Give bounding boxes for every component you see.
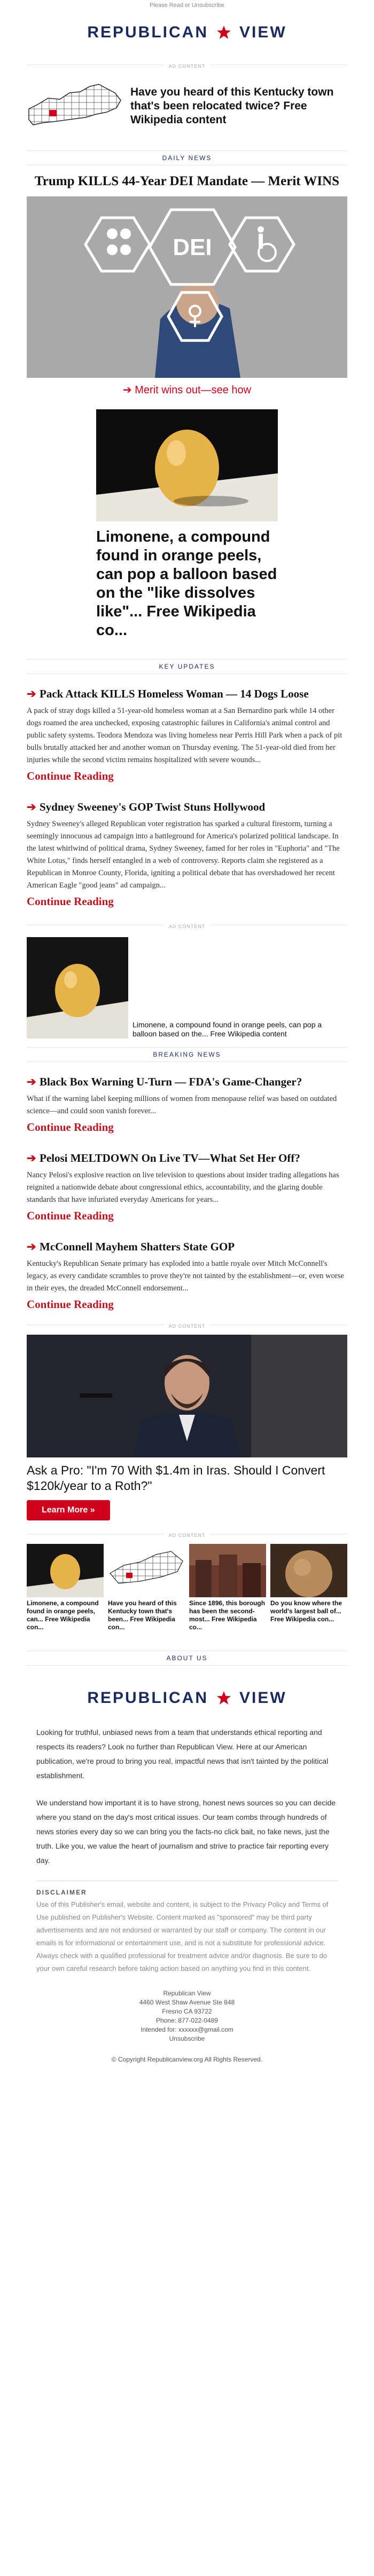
ad-divider: [27, 1321, 347, 1328]
ad-mid-caption: Limonene, a compound found in orange peels, can pop a balloon based on the... Free Wikipedia content: [133, 1020, 322, 1038]
dei-hero-illustration: [27, 196, 347, 378]
sponsored-ad-ask-pro[interactable]: [27, 1335, 347, 1520]
orange-balloon-small-image: [27, 937, 128, 1039]
continue-reading-link[interactable]: Continue Reading: [27, 1209, 114, 1222]
section-about-us: ABOUT US: [27, 1651, 347, 1666]
disclaimer-section: [36, 1881, 338, 1975]
story-item: [27, 1138, 347, 1227]
ad-top-text: Have you heard of this Kentucky town that's been relocated twice? Free Wikipedia content: [130, 86, 334, 126]
learn-more-button[interactable]: Learn More »: [27, 1500, 110, 1520]
star-icon: [216, 25, 232, 41]
lead-hero-image[interactable]: [27, 196, 347, 378]
arrow-right-icon: ➔: [27, 1240, 36, 1253]
logo-word-left: REPUBLICAN: [87, 1689, 208, 1707]
grid-thumb-kentucky-map: [108, 1544, 185, 1597]
story-summary: Kentucky's Republican Senate primary has exploded into a battle royale over Mitch McConnell's legacy, as every candidate scrambles to prove they're not tainted by the establishment—or, even worse in their eyes, the dreaded McConnell endorsement...: [27, 1259, 344, 1293]
masthead-logo[interactable]: [27, 19, 347, 46]
section-breaking-news: BREAKING NEWS: [27, 1047, 347, 1062]
arrow-right-icon: ➔: [27, 1075, 36, 1088]
story-headline[interactable]: ➔ Pelosi MELTDOWN On Live TV—What Set Her Off?: [27, 1150, 347, 1166]
story-summary: Sydney Sweeney's alleged Republican voter registration has sparked a cultural firestorm, turning a seemingly innocuous ad campaign into a battleground for America's polarized political landscape. In the latest whirlwind of political drama, Sydney Sweeney, famed for her roles in "Euphoria" and "The White Lotus," finds herself entangled in a web of controversy. Reports claim she registered as a Republican in Monroe County, Florida, igniting a political debate that has overshadowed her recent American Eagle "good jeans" ad campaign...: [27, 820, 340, 890]
ad-divider: [27, 1530, 347, 1537]
arrow-right-icon: ➔: [27, 687, 36, 700]
story-headline[interactable]: ➔ Pack Attack KILLS Homeless Woman — 14 Dogs Loose: [27, 686, 347, 702]
story-item: [27, 674, 347, 787]
continue-reading-link[interactable]: Continue Reading: [27, 1121, 114, 1134]
continue-reading-link[interactable]: Continue Reading: [27, 770, 114, 782]
footer-copyright: © Copyright Republicanview.org All Rights Reserved.: [111, 2056, 263, 2063]
lead-headline[interactable]: Trump KILLS 44-Year DEI Mandate — Merit WINS: [34, 174, 340, 188]
grid-ad-item[interactable]: [189, 1544, 266, 1631]
grid-caption: Since 1896, this borough has been the second-most... Free Wikipedia co...: [189, 1599, 266, 1631]
logo-word-right: VIEW: [239, 23, 287, 41]
ad-label: AD CONTENT: [165, 1323, 210, 1329]
grid-caption: Limonene, a compound found in orange peels, can... Free Wikipedia con...: [27, 1599, 99, 1631]
grid-ad-item[interactable]: [27, 1544, 104, 1631]
story-headline[interactable]: ➔ McConnell Mayhem Shatters State GOP: [27, 1239, 347, 1255]
grid-ad-item[interactable]: [108, 1544, 185, 1631]
story-summary: Nancy Pelosi's explosive reaction on live television to questions about insider trading allegations has reignited a nationwide debate about congressional ethics, accountability, and the glaring double standards that have infuriated everyday Americans for years...: [27, 1171, 339, 1204]
ad-label: AD CONTENT: [165, 64, 210, 69]
email-body: [27, 0, 347, 2064]
footer: [27, 1989, 347, 2064]
preheader: [27, 0, 347, 11]
story-summary: What if the warning label keeping millions of women from menopause relief was based on outdated science—and could soon vanish forever...: [27, 1095, 337, 1115]
star-icon: [216, 1690, 232, 1706]
story-headline[interactable]: ➔ Sydney Sweeney's GOP Twist Stuns Hollywood: [27, 799, 347, 815]
grid-thumb-orange: [27, 1544, 104, 1597]
sponsored-ad-kentucky[interactable]: [27, 75, 347, 141]
footer-city: Fresno CA 93722: [162, 2008, 212, 2015]
grid-thumb-borough: [189, 1544, 266, 1597]
footer-address: 4460 West Shaw Avenue Ste 848: [139, 1999, 235, 2006]
disclaimer-heading: DISCLAIMER: [36, 1889, 87, 1896]
story-headline[interactable]: ➔ Black Box Warning U-Turn — FDA's Game-Changer?: [27, 1074, 347, 1090]
sponsored-ad-limonene-small[interactable]: [27, 935, 347, 1041]
sponsored-grid: [27, 1544, 347, 1631]
story-summary: A pack of stray dogs killed a 51-year-old homeless woman at a San Bernardino park while 14 other dogs roamed the area unchecked, exposing catastrophic failures in California's animal control and public safety systems. Teodora Mendoza was living homeless near Perris Hill Park when a pack of pit bulls brutally attacked her and another woman on Thursday evening. The 51-year-old died from her injuries while the second victim remains hospitalized with severe wounds...: [27, 707, 342, 764]
grid-caption: Do you know where the world's largest ball of... Free Wikipedia con...: [270, 1599, 342, 1623]
ad-divider: [27, 921, 347, 929]
hero-badge-text: DEI: [173, 234, 212, 260]
story-item: [27, 1227, 347, 1315]
grid-thumb-ball: [270, 1544, 347, 1597]
footer-logo[interactable]: [27, 1685, 347, 1711]
ask-pro-image: [27, 1335, 347, 1457]
kentucky-map-icon: [27, 77, 123, 136]
about-paragraph-1: Looking for truthful, unbiased news from a team that understands ethical reporting and respects its readers? Look no further than Republican View. Here at our American publication, we're proud to bring you real, impactful news that isn't tainted by the political establishment.: [36, 1728, 329, 1780]
story-item: [27, 787, 347, 913]
orange-balloon-image: [96, 409, 278, 521]
arrow-right-icon: ➔: [27, 800, 36, 813]
disclaimer-text: Use of this Publisher's email, website and content, is subject to the Privacy Policy and Terms of Use published on Publisher's Website. Content marked as "sponsored" may be third party advertisements and are not endorsed or warranted by our staff or company. The content in our emails is for informational or entertainment use, and is not a substitute for professional advice. Always check with a qualified professional for treatment advice and/or diagnosis. Be sure to do your own careful research before taking action based on anything you find in this content.: [36, 1900, 329, 1972]
footer-unsubscribe-link[interactable]: Unsubscribe: [169, 2035, 205, 2042]
about-section: [27, 1711, 347, 1868]
lead-cta-link[interactable]: ➔ Merit wins out—see how: [122, 384, 252, 396]
footer-intended: Intended for: xxxxxx@gmail.com: [141, 2026, 233, 2033]
footer-name: Republican View: [163, 1990, 211, 1997]
unsubscribe-link-top[interactable]: Please Read or Unsubscribe: [149, 2, 225, 9]
grid-caption: Have you heard of this Kentucky town that's been... Free Wikipedia con...: [108, 1599, 177, 1631]
sponsored-feature-limonene[interactable]: [96, 409, 278, 640]
section-daily-news: DAILY NEWS: [27, 150, 347, 165]
grid-ad-item[interactable]: [270, 1544, 347, 1631]
section-key-updates: KEY UPDATES: [27, 659, 347, 674]
story-item: [27, 1062, 347, 1138]
logo-word-right: VIEW: [239, 1689, 287, 1707]
footer-phone: Phone: 877-022-0489: [155, 2017, 219, 2024]
continue-reading-link[interactable]: Continue Reading: [27, 1298, 114, 1311]
ask-pro-title: Ask a Pro: "I'm 70 With $1.4m in Iras. Should I Convert $120k/year to a Roth?": [27, 1463, 325, 1493]
ad-label: AD CONTENT: [165, 1533, 210, 1538]
continue-reading-link[interactable]: Continue Reading: [27, 895, 114, 908]
logo-word-left: REPUBLICAN: [87, 23, 208, 41]
about-paragraph-2: We understand how important it is to have strong, honest news sources so you can decide where you stand on the day's most critical issues. Our team combs through hundreds of news stories every day so we can bring you the facts-no click bait, no fake news, just the truth. Like you, we value the heart of journalism and strive to practice fair reporting every day.: [36, 1798, 336, 1865]
arrow-right-icon: ➔: [27, 1152, 36, 1164]
ad-divider: [27, 61, 347, 68]
feature-caption: Limonene, a compound found in orange peels, can pop a balloon based on the "like dissolves like"... Free Wikipedia co...: [96, 528, 277, 639]
ad-label: AD CONTENT: [165, 924, 210, 929]
